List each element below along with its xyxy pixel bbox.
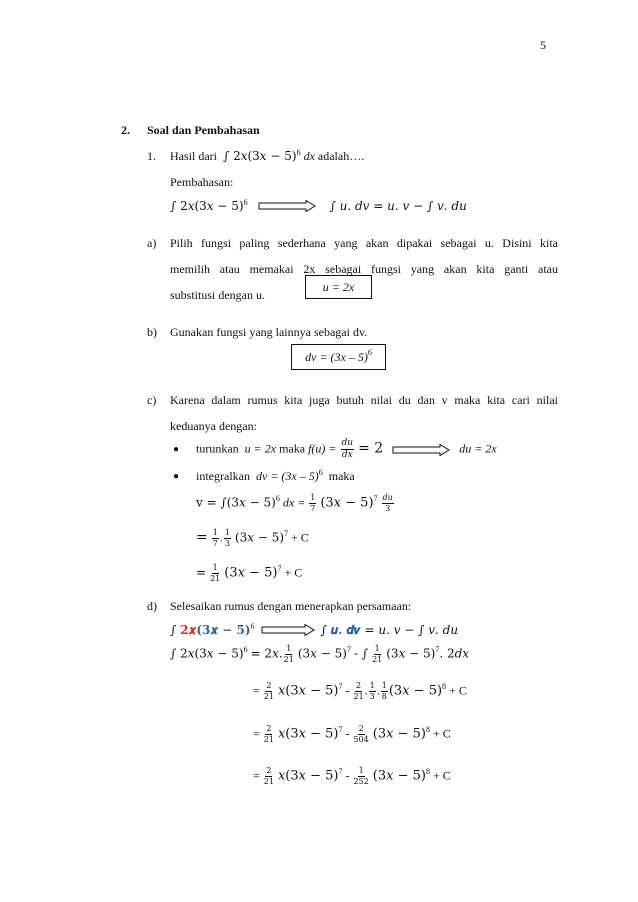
fraction-1-252: $\frac{1}{252}$ <box>353 766 369 786</box>
fraction-1-21: $\frac{1}{21}$ <box>372 644 383 664</box>
eq4-tail: + C <box>432 726 451 741</box>
eq4-body-2: (3𝑥 − 5) <box>372 726 426 742</box>
eq1-red-part: 𝟐𝒙 <box>180 623 197 637</box>
v1-dx: dx = <box>282 495 306 510</box>
dv-box-main: dv = (3x – 5) <box>305 349 368 364</box>
section-number: 2. <box>121 123 130 137</box>
eq4-lead: = <box>253 726 260 741</box>
fraction-1-7: $\frac{1}{7}$ <box>310 493 316 513</box>
derivative-result: du = 2x <box>459 441 497 456</box>
step-c-line-1: Karena dalam rumus kita juga butuh nilai du dan v maka kita cari nilai <box>170 393 558 407</box>
fraction-2-21: $\frac{2}{21}$ <box>263 681 274 701</box>
fraction-1-21: $\frac{1}{21}$ <box>283 644 294 664</box>
formula-right: ∫ 𝑢. 𝑑𝑣 = 𝑢. 𝑣 − ∫ 𝑣. 𝑑𝑢 <box>329 199 467 213</box>
fraction-1-3: $\frac{1}{3}$ <box>224 528 230 548</box>
derivative-expr: u = 2x <box>244 441 277 456</box>
eq2-body-exponent: 7 <box>346 645 351 655</box>
eq1-blue-part: (𝟑𝒙 − 𝟓) <box>196 623 251 637</box>
fraction-1-7: $\frac{1}{7}$ <box>212 528 218 548</box>
eq1-rhs-rest: = 𝑢. 𝑣 − ∫ 𝑣. 𝑑𝑢 <box>364 623 459 637</box>
bullet-integral <box>196 469 355 484</box>
eq3-tail: + C <box>449 683 467 698</box>
eq1-int: ∫ <box>170 623 177 637</box>
step-b-label: b) <box>147 325 157 339</box>
fraction-2-21: $\frac{2}{21}$ <box>263 724 274 744</box>
eq4-body: 𝑥(3𝑥 − 5) <box>277 726 339 742</box>
formula-left-exponent: 6 <box>243 198 248 207</box>
step-a-line-2: memilih atau memakai 2x sebagai fungsi yang akan kita ganti atau <box>170 262 558 276</box>
v-line-3 <box>196 563 302 584</box>
question-exponent: 6 <box>296 148 301 157</box>
eq2-tail: . 2𝑑𝑥 <box>439 646 470 661</box>
fraction-2-21: $\frac{2}{21}$ <box>263 766 274 786</box>
fraction-2-21: $\frac{2}{21}$ <box>353 681 364 701</box>
step-d-eq-2 <box>170 644 469 665</box>
step-d-eq-1 <box>170 621 458 639</box>
eq5-body-exponent: 7 <box>338 767 343 777</box>
eq2-minus: - ∫ <box>353 646 369 661</box>
eq2-eq: = 2𝑥. <box>250 646 283 661</box>
derivative-fu: f(u) = <box>308 441 337 456</box>
fraction-1-3: $\frac{1}{3}$ <box>369 681 375 701</box>
formula-left: ∫ 2𝑥(3𝑥 − 5) <box>170 199 244 213</box>
pembahasan-label: Pembahasan: <box>170 175 234 189</box>
question-suffix: adalah…. <box>317 149 365 163</box>
eq2-body-2-exponent: 7 <box>435 645 440 655</box>
question-text <box>170 149 364 164</box>
question-dx: dx <box>303 149 315 163</box>
v-line-1 <box>196 493 395 514</box>
eq3-minus: - <box>345 683 350 698</box>
parts-formula <box>170 197 467 215</box>
step-a-label: a) <box>147 236 157 250</box>
eq2-exponent: 6 <box>243 645 248 655</box>
v1-lead: v = ∫(3𝑥 − 5) <box>196 495 276 510</box>
eq5-body: 𝑥(3𝑥 − 5) <box>277 768 339 784</box>
v1-exponent: 6 <box>275 494 280 504</box>
v-line-2 <box>196 528 309 549</box>
v1-body-exponent: 7 <box>373 494 378 504</box>
step-a-line-3: substitusi dengan u. <box>170 288 265 302</box>
bullet-dot: ● <box>173 444 180 455</box>
question-prefix: Hasil dari <box>170 149 217 163</box>
v2-body: (3𝑥 − 5) <box>234 530 285 545</box>
eq5-body-2: (3𝑥 − 5) <box>372 768 426 784</box>
step-c-line-2: keduanya dengan: <box>170 419 257 433</box>
right-arrow-icon <box>392 444 450 456</box>
derivative-eq: = 2 <box>358 440 384 457</box>
eq4-minus: - <box>345 726 350 741</box>
eq5-body-2-exponent: 8 <box>425 767 430 777</box>
fraction-du-3: $\frac{\text{𝑑𝑢}}{3}$ <box>382 493 393 513</box>
step-c-label: c) <box>147 393 157 407</box>
eq1-rhs-int: ∫ <box>320 623 327 637</box>
step-d-eq-3: = $\frac{2}{21}$ 𝑥(3𝑥 − 5)$^7$ - $\frac{2}{21}$ . $\frac{1}{3}$ . $\frac{1}{8}$ (3𝑥 − 5)$^8$ + C <box>253 681 467 701</box>
u-definition-box: u = 2x <box>305 275 372 299</box>
integral-expr: dv = (3x – 5) <box>255 469 319 483</box>
page-number: 5 <box>540 38 546 52</box>
eq2-body: (3𝑥 − 5) <box>297 646 347 661</box>
right-arrow-icon <box>258 200 316 212</box>
step-d-eq-4 <box>253 724 451 745</box>
fraction-2-504: $\frac{2}{504}$ <box>353 724 369 744</box>
eq3-body: 𝑥(3𝑥 − 5) <box>277 683 339 699</box>
eq5-minus: - <box>345 768 350 783</box>
eq1-rhs-blue: 𝒖. 𝒅𝒗 <box>330 623 361 637</box>
v2-tail: + C <box>291 530 309 545</box>
bullet-dot: ● <box>173 471 180 482</box>
derivative-mid: maka <box>279 441 306 456</box>
step-b-text: Gunakan fungsi yang lainnya sebagai dv. <box>170 325 368 339</box>
eq3-body-2-exponent: 8 <box>442 682 447 692</box>
section-title: Soal dan Pembahasan <box>147 123 260 137</box>
v2-dot: . <box>219 530 223 545</box>
integral-exponent: 6 <box>318 468 323 477</box>
step-d-label: d) <box>147 599 157 613</box>
fraction-1-8: $\frac{1}{8}$ <box>381 681 387 701</box>
step-d-text: Selesaikan rumus dengan menerapkan persamaan: <box>170 599 412 613</box>
v2-lead: = <box>196 529 208 546</box>
v1-body: (3𝑥 − 5) <box>320 495 374 511</box>
v3-body-exponent: 7 <box>277 564 282 574</box>
v3-body: (3𝑥 − 5) <box>224 565 278 581</box>
dv-definition-box <box>291 344 386 370</box>
integral-post: maka <box>328 469 355 483</box>
eq5-lead: = <box>253 768 260 783</box>
eq3-body-2: (3𝑥 − 5) <box>388 683 443 699</box>
bullet-derivative <box>196 438 497 461</box>
v3-tail: + C <box>284 565 303 580</box>
derivative-pre: turunkan <box>196 441 239 456</box>
integral-pre: integralkan <box>196 469 250 483</box>
eq4-body-exponent: 7 <box>338 725 343 735</box>
eq5-tail: + C <box>432 768 451 783</box>
question-number: 1. <box>147 149 156 163</box>
fraction-1-21: $\frac{1}{21}$ <box>210 563 221 583</box>
question-integral: ∫ 2𝑥(3𝑥 − 5) <box>223 149 297 163</box>
step-d-eq-5 <box>253 766 451 787</box>
eq3-body-exponent: 7 <box>338 682 343 692</box>
dv-box-exponent: 6 <box>367 347 372 357</box>
fraction-du-dx: $\frac{\text{𝑑𝑢}}{\text{𝑑𝑥}}$ <box>341 438 354 460</box>
eq2-lead: ∫ 2𝑥(3𝑥 − 5) <box>170 646 244 661</box>
eq4-body-2-exponent: 8 <box>425 725 430 735</box>
eq3-lead: = <box>253 683 260 698</box>
eq2-body-2: (3𝑥 − 5) <box>386 646 436 661</box>
right-arrow-icon <box>261 624 315 636</box>
v2-body-exponent: 7 <box>284 529 289 539</box>
eq1-exponent: 6 <box>250 622 255 631</box>
v3-lead: = <box>196 565 207 580</box>
step-a-line-1: Pilih fungsi paling sederhana yang akan dipakai sebagai u. Disini kita <box>170 236 558 250</box>
